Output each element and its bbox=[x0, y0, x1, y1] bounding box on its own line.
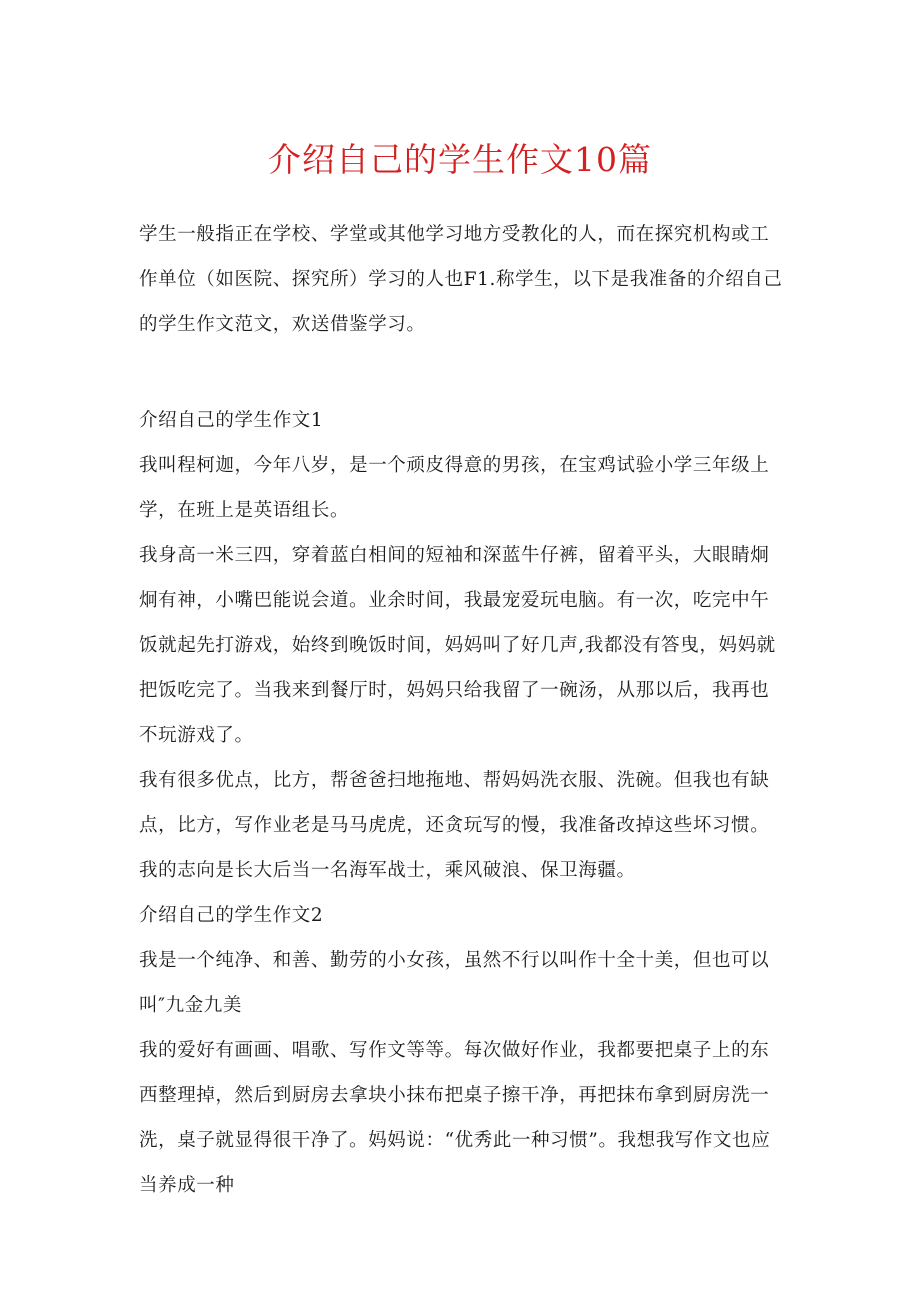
essay-2-paragraph-2: 我的爱好有画画、唱歌、写作文等等。每次做好作业，我都要把桌子上的东西整理掉，然后到厨房去拿块小抹布把桌子擦干净，再把抹布拿到厨房洗一洗，桌子就显得很干净了。妈妈说：“优秀此一种习惯”。我想我写作文也应当养成一种 bbox=[139, 1040, 771, 1196]
document-body bbox=[139, 212, 785, 1208]
essay-2-heading: 介绍自己的学生作文2 bbox=[139, 905, 324, 926]
essay-1-paragraph-3: 我有很多优点，比方，帮爸爸扫地拖地、帮妈妈洗衣服、洗碗。但我也有缺点，比方，写作业老是马马虎虎，还贪玩写的慢，我准备改掉这些坏习惯。 bbox=[139, 770, 770, 836]
essay-2-paragraph-1: 我是一个纯净、和善、勤劳的小女孩，虽然不行以叫作十全十美，但也可以叫″九金九美 bbox=[139, 950, 770, 1016]
essay-1-paragraph-1: 我叫程柯迦，今年八岁，是一个顽皮得意的男孩，在宝鸡试验小学三年级上学，在班上是英语组长。 bbox=[139, 455, 770, 521]
essay-1-paragraph-2: 我身高一米三四，穿着蓝白相间的短袖和深蓝牛仔裤，留着平头，大眼睛炯炯有神，小嘴巴能说会道。业余时间，我最宠爱玩电脑。有一次，吃完中午饭就起先打游戏，始终到晚饭时间，妈妈叫了好几声,我都没有答曳，妈妈就把饭吃完了。当我来到餐厅时，妈妈只给我留了一碗汤，从那以后，我再也不玩游戏了。 bbox=[139, 545, 776, 746]
essay-1-heading: 介绍自己的学生作文1 bbox=[139, 410, 324, 431]
intro-paragraph: 学生一般指正在学校、学堂或其他学习地方受教化的人，而在探究机构或工作单位（如医院、探究所）学习的人也F1.称学生，以下是我准备的介绍自己的学生作文范文，欢送借鉴学习。 bbox=[139, 224, 783, 335]
essay-1-paragraph-4: 我的志向是长大后当一名海军战士，乘风破浪、保卫海疆。 bbox=[139, 860, 636, 881]
document-title: 介绍自己的学生作文10篇 bbox=[268, 140, 652, 179]
